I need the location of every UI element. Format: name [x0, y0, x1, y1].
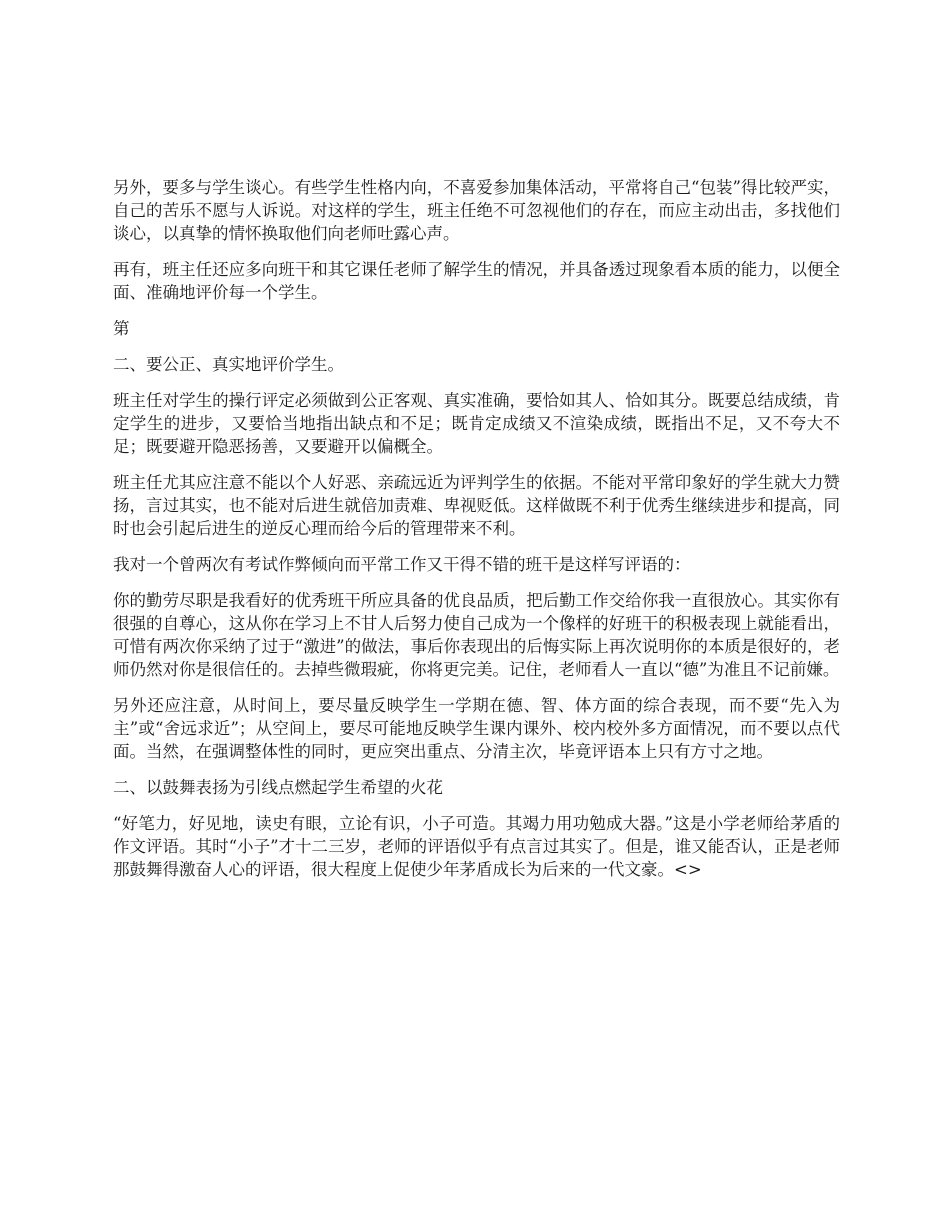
paragraph-section-marker: 第	[113, 319, 130, 338]
paragraph-mao-dun-story: “好笔力，好见地，读史有眼，立论有识，小子可造。其竭力用功勉成大器。”这是小学老师给茅盾的作文评语。其时“小子”才十二三岁，老师的评语似乎有点言过其实了。但是，谁又能否认，正是老师那鼓舞得激奋人心的评语，很大程度上促使少年茅盾成长为后来的一代文豪。<>	[113, 814, 840, 879]
section-heading-fair-evaluation: 二、要公正、真实地评价学生。	[113, 355, 344, 374]
paragraph-example-comment: 你的勤劳尽职是我看好的优秀班干所应具备的优良品质，把后勤工作交给你我一直很放心。其实你有很强的自尊心，这从你在学习上不甘人后努力使自己成为一个像样的好班干的积极表现上就能看出，可惜有两次你采纳了过于“激进”的做法，事后你表现出的后悔实际上再次说明你的本质是很好的，老师仍然对你是很信任的。去掉些微瑕疵，你将更完美。记住，老师看人一直以“德”为准且不记前嫌。	[113, 591, 840, 679]
paragraph-heart-to-heart: 另外，要多与学生谈心。有些学生性格内向，不喜爱参加集体活动，平常将自己“包装”得比较严实，自己的苦乐不愿与人诉说。对这样的学生，班主任绝不可忽视他们的存在，而应主动出击，多找他们谈心，以真挚的情怀换取他们向老师吐露心声。	[113, 178, 840, 243]
paragraph-avoid-bias: 班主任尤其应注意不能以个人好恶、亲疏远近为评判学生的依据。不能对平常印象好的学生就大力赞扬，言过其实，也不能对后进生就倍加责难、卑视贬低。这样做既不利于优秀生继续进步和提高，同时也会引起后进生的逆反心理而给今后的管理带来不利。	[113, 473, 840, 538]
section-heading-encouragement: 二、以鼓舞表扬为引线点燃起学生希望的火花	[113, 778, 443, 797]
paragraph-time-space: 另外还应注意，从时间上，要尽量反映学生一学期在德、智、体方面的综合表现，而不要“先入为主”或“舍远求近”；从空间上，要尽可能地反映学生课内课外、校内校外多方面情况，而不要以点代面。当然，在强调整体性的同时，更应突出重点、分清主次，毕竟评语本上只有方寸之地。	[113, 696, 840, 761]
document-page	[113, 176, 840, 894]
paragraph-example-intro: 我对一个曾两次有考试作弊倾向而平常工作又干得不错的班干是这样写评语的：	[113, 555, 691, 574]
paragraph-understand-students: 再有，班主任还应多向班干和其它课任老师了解学生的情况，并具备透过现象看本质的能力，以便全面、准确地评价每一个学生。	[113, 260, 840, 302]
paragraph-objective-evaluation: 班主任对学生的操行评定必须做到公正客观、真实准确，要恰如其人、恰如其分。既要总结成绩，肯定学生的进步，又要恰当地指出缺点和不足；既肯定成绩又不渲染成绩，既指出不足，又不夸大不足；既要避开隐恶扬善，又要避开以偏概全。	[113, 391, 840, 456]
